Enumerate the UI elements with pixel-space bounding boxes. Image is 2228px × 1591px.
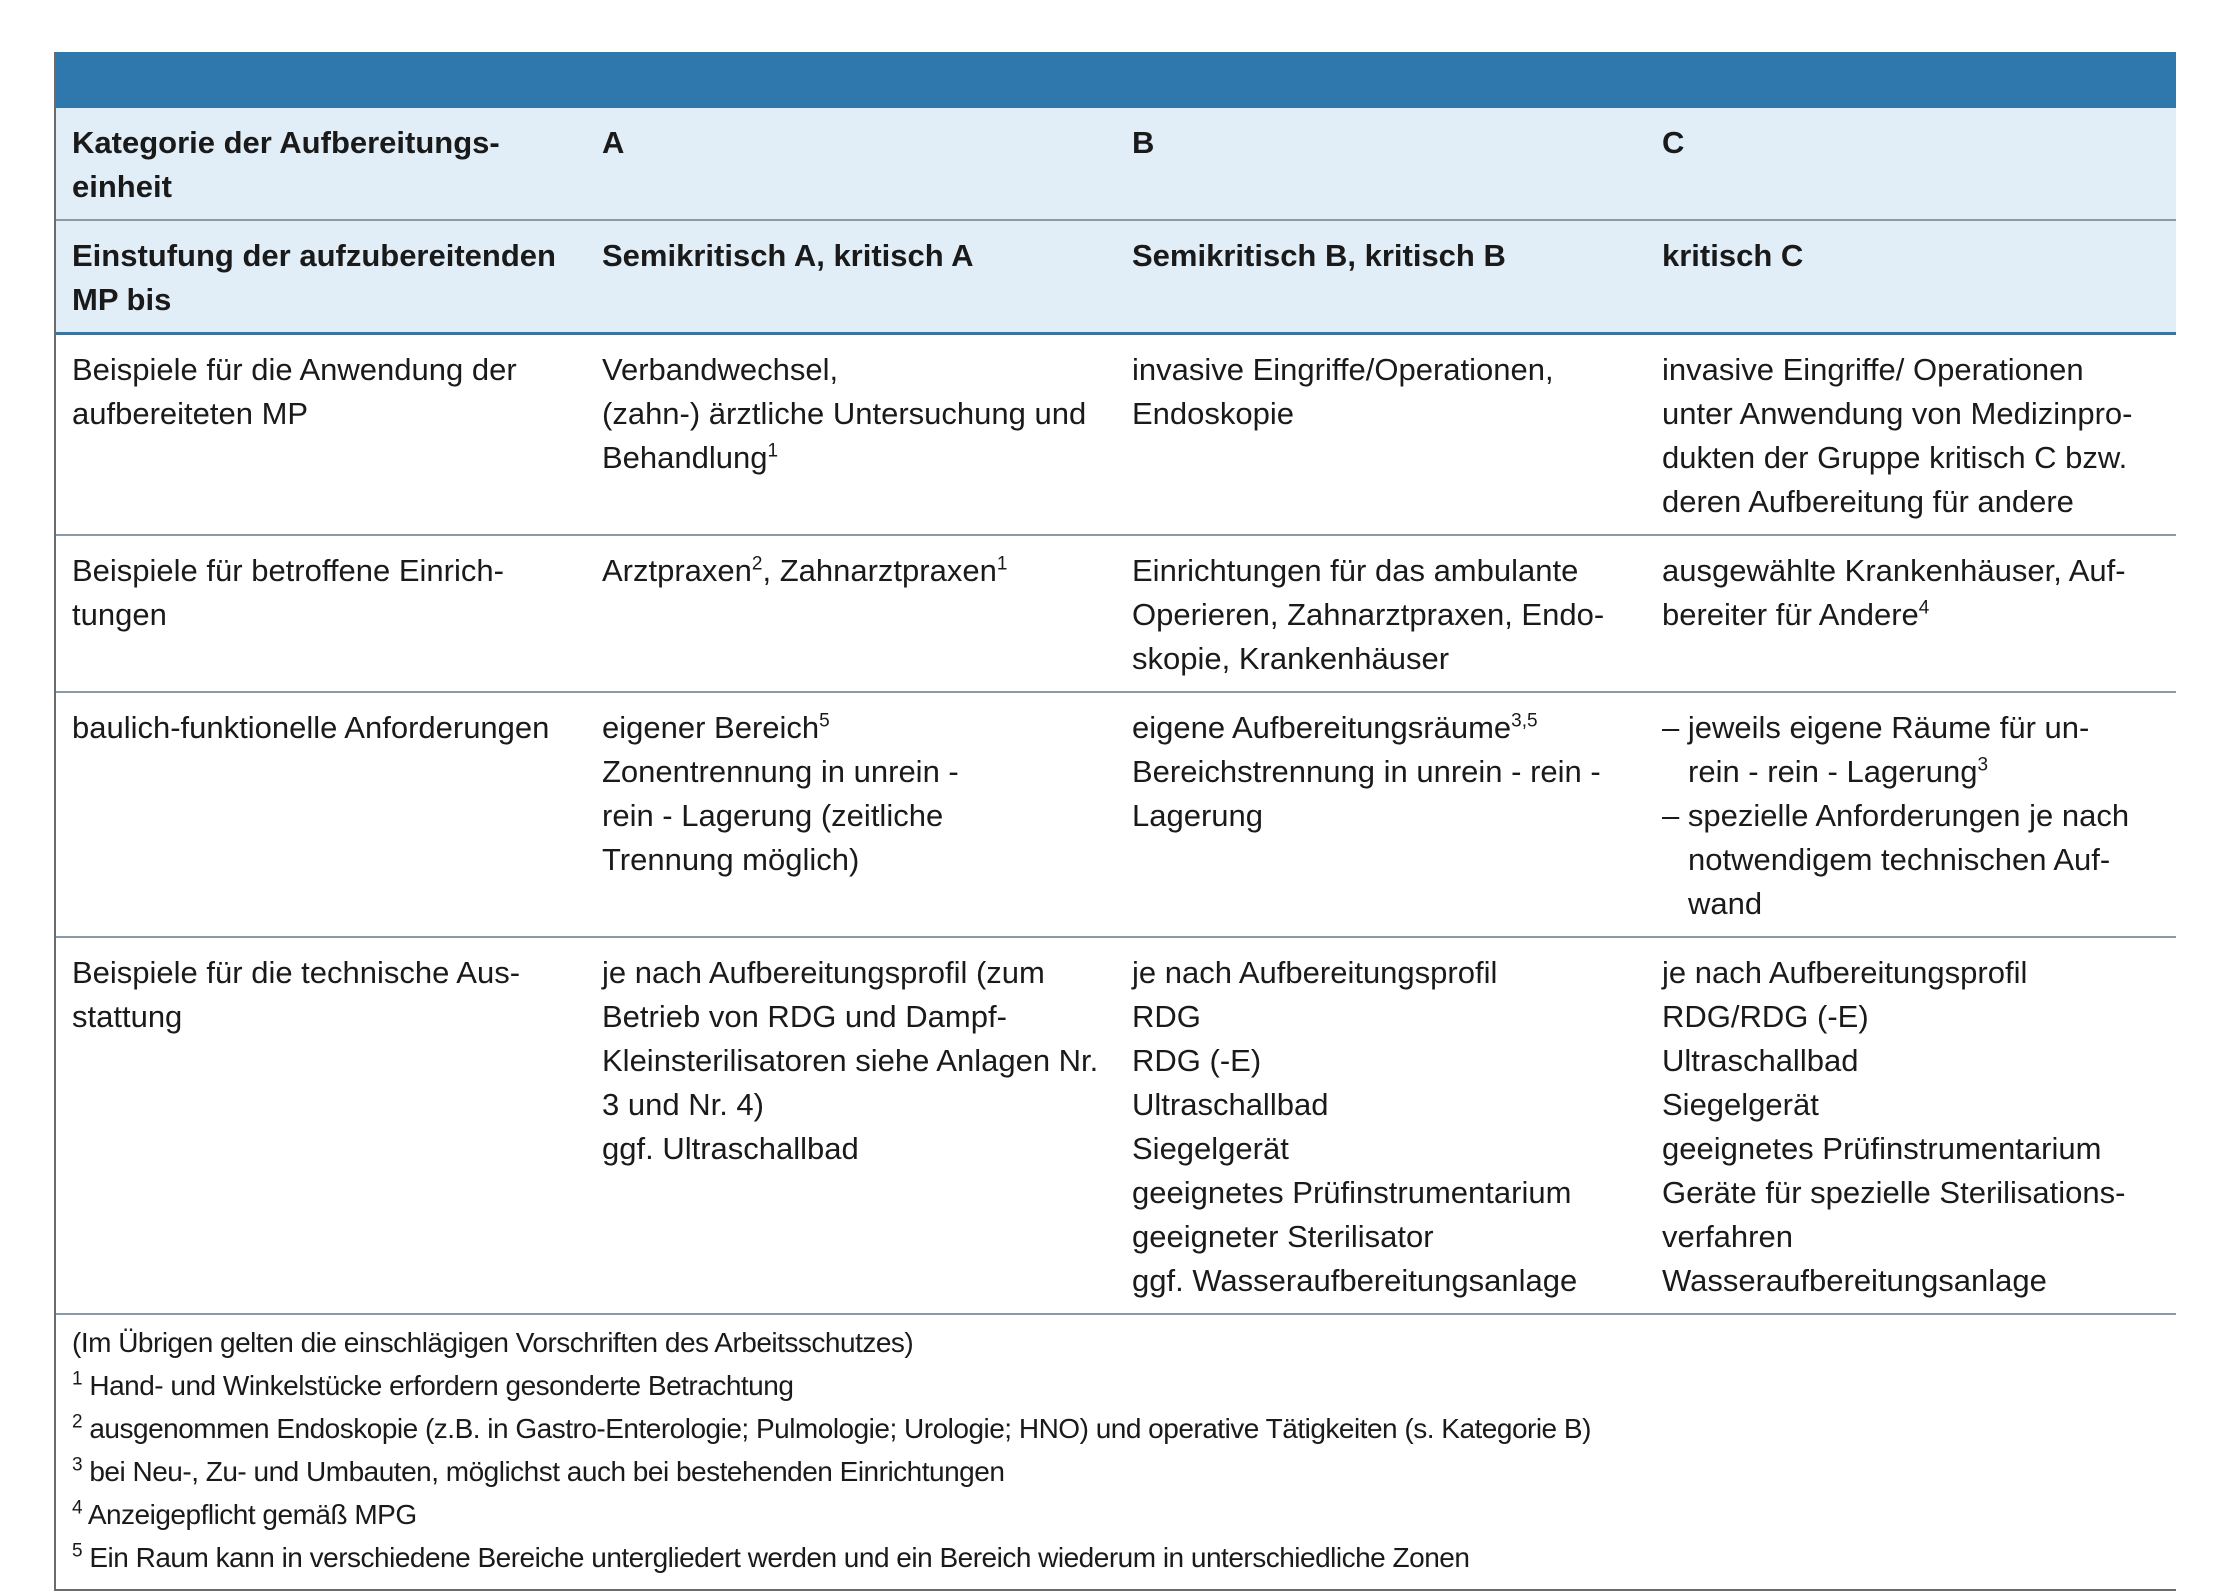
- cell-line: [602, 436, 1100, 480]
- cell-category-b: [1116, 938, 1646, 1313]
- table-row: [56, 938, 2176, 1315]
- cell-line: Einrichtungen für das ambulante: [1132, 553, 1579, 588]
- cell-line: Kleinsterilisatoren siehe Anlagen Nr.: [602, 1043, 1099, 1078]
- cell-category-b: [1116, 536, 1646, 691]
- cell-line: baulich-funktionelle Anforderungen: [72, 710, 550, 745]
- table-header-row: [56, 108, 2176, 221]
- cell-text: bereiter für Andere: [1662, 597, 1919, 632]
- footnote-marker: 2: [751, 553, 763, 575]
- table-body: [56, 108, 2176, 1315]
- table-header-row: [56, 221, 2176, 335]
- cell-line: rein - Lagerung (zeitliche: [602, 798, 944, 833]
- footnote: [72, 1321, 2160, 1364]
- cell-line: kritisch C: [1662, 238, 1804, 273]
- footnote-marker: 5: [819, 710, 830, 732]
- cell-category-b: [1116, 693, 1646, 936]
- cell-line: Beispiele für betroffene Einrich-: [72, 553, 504, 588]
- table-row: [56, 536, 2176, 693]
- cell-text: wand: [1688, 886, 1763, 921]
- cell-text: rein - rein - Lagerung: [1688, 754, 1978, 789]
- table-row: [56, 335, 2176, 536]
- cell-line: [1662, 838, 2160, 882]
- cell-line: invasive Eingriffe/Operationen,: [1132, 352, 1554, 387]
- cell-label: [56, 221, 586, 332]
- cell-line: Bereichstrennung in unrein - rein -: [1132, 754, 1601, 789]
- cell-category-a: [586, 221, 1116, 332]
- footnote-number: 4: [72, 1497, 83, 1519]
- cell-line: Lagerung: [1132, 798, 1264, 833]
- cell-text: Behandlung: [602, 440, 768, 475]
- cell-line: A: [602, 125, 625, 160]
- footnote: [72, 1536, 2160, 1579]
- cell-line: Semikritisch A, kritisch A: [602, 238, 974, 273]
- cell-line: [1662, 750, 2160, 794]
- cell-line: Ultraschallbad: [1132, 1087, 1329, 1122]
- cell-line: einheit: [72, 169, 172, 204]
- reprocessing-category-table: [54, 52, 2176, 1591]
- cell-line: [1662, 593, 2160, 637]
- cell-line: RDG: [1132, 999, 1201, 1034]
- cell-line: Kategorie der Aufbereitungs-: [72, 125, 500, 160]
- cell-label: [56, 536, 586, 691]
- cell-line: [602, 706, 1100, 750]
- cell-line: – jeweils eigene Räume für un-: [1662, 710, 2090, 745]
- cell-line: (zahn-) ärztliche Untersuchung und: [602, 396, 1087, 431]
- cell-text: eigene Aufbereitungsräume: [1132, 710, 1512, 745]
- cell-line: MP bis: [72, 282, 172, 317]
- table-header-bar: [56, 52, 2176, 108]
- cell-line: Einstufung der aufzubereitenden: [72, 238, 556, 273]
- footnote-number: 2: [72, 1411, 83, 1433]
- cell-line: Ultraschallbad: [1662, 1043, 1859, 1078]
- cell-line: geeignetes Prüfinstrumentarium: [1132, 1175, 1572, 1210]
- footnote-number: 3: [72, 1454, 83, 1476]
- cell-line: je nach Aufbereitungsprofil: [1662, 955, 2028, 990]
- footnote-text: Ein Raum kann in verschiedene Bereiche untergliedert werden und ein Bereich wiederum in unterschiedliche Zonen: [82, 1542, 1470, 1573]
- cell-line: Operieren, Zahnarztpraxen, Endo-: [1132, 597, 1605, 632]
- cell-line: Siegelgerät: [1662, 1087, 1819, 1122]
- cell-line: stattung: [72, 999, 183, 1034]
- cell-line: Zonentrennung in unrein -: [602, 754, 959, 789]
- footnote-marker: 3,5: [1511, 710, 1538, 732]
- cell-category-b: [1116, 335, 1646, 534]
- cell-line: ausgewählte Krankenhäuser, Auf-: [1662, 553, 2126, 588]
- cell-line: tungen: [72, 597, 167, 632]
- cell-label: [56, 108, 586, 219]
- cell-label: [56, 335, 586, 534]
- footnote-text: Hand- und Winkelstücke erfordern gesonderte Betrachtung: [82, 1370, 794, 1401]
- footnote: [72, 1493, 2160, 1536]
- cell-category-c: [1646, 108, 2176, 219]
- cell-line: verfahren: [1662, 1219, 1793, 1254]
- cell-label: [56, 938, 586, 1313]
- cell-category-c: [1646, 221, 2176, 332]
- cell-line: Beispiele für die Anwendung der: [72, 352, 517, 387]
- cell-line: Trennung möglich): [602, 842, 860, 877]
- cell-line: aufbereiteten MP: [72, 396, 309, 431]
- cell-line: je nach Aufbereitungsprofil: [1132, 955, 1498, 990]
- cell-line: B: [1132, 125, 1155, 160]
- footnote: [72, 1364, 2160, 1407]
- cell-line: je nach Aufbereitungsprofil (zum: [602, 955, 1045, 990]
- footnote-text: (Im Übrigen gelten die einschlägigen Vorschriften des Arbeitsschutzes): [72, 1327, 914, 1358]
- cell-text: eigener Bereich: [602, 710, 820, 745]
- cell-line: Betrieb von RDG und Dampf-: [602, 999, 1007, 1034]
- cell-category-a: [586, 108, 1116, 219]
- cell-text: , Zahnarztpraxen: [762, 553, 997, 588]
- footnote: [72, 1407, 2160, 1450]
- cell-line: invasive Eingriffe/ Operationen: [1662, 352, 2084, 387]
- footnote-text: Anzeigepflicht gemäß MPG: [82, 1499, 417, 1530]
- cell-category-b: [1116, 108, 1646, 219]
- cell-text: Arztpraxen: [602, 553, 752, 588]
- cell-line: deren Aufbereitung für andere: [1662, 484, 2074, 519]
- cell-category-c: [1646, 536, 2176, 691]
- footnote: [72, 1450, 2160, 1493]
- cell-line: Verbandwechsel,: [602, 352, 839, 387]
- footnote-number: 1: [72, 1368, 83, 1390]
- cell-line: [1132, 706, 1630, 750]
- footnote-marker: 3: [1977, 754, 1989, 776]
- cell-line: geeigneter Sterilisator: [1132, 1219, 1434, 1254]
- cell-category-a: [586, 335, 1116, 534]
- cell-line: RDG (-E): [1132, 1043, 1262, 1078]
- cell-category-b: [1116, 221, 1646, 332]
- footnote-marker: 1: [767, 440, 779, 462]
- cell-line: Wasseraufbereitungsanlage: [1662, 1263, 2047, 1298]
- footnote-marker: 4: [1918, 597, 1930, 619]
- cell-line: dukten der Gruppe kritisch C bzw.: [1662, 440, 2128, 475]
- footnotes: [56, 1315, 2176, 1591]
- cell-text: notwendigem technischen Auf-: [1688, 842, 2111, 877]
- cell-line: Endoskopie: [1132, 396, 1295, 431]
- cell-category-a: [586, 938, 1116, 1313]
- cell-category-c: [1646, 335, 2176, 534]
- footnote-marker: 1: [996, 553, 1008, 575]
- footnote-text: bei Neu-, Zu- und Umbauten, möglichst auch bei bestehenden Einrichtungen: [82, 1456, 1005, 1487]
- cell-line: RDG/RDG (-E): [1662, 999, 1869, 1034]
- cell-line: Beispiele für die technische Aus-: [72, 955, 521, 990]
- footnote-number: 5: [72, 1540, 83, 1562]
- cell-label: [56, 693, 586, 936]
- cell-line: Geräte für spezielle Sterilisations-: [1662, 1175, 2126, 1210]
- cell-line: Semikritisch B, kritisch B: [1132, 238, 1506, 273]
- cell-line: – spezielle Anforderungen je nach: [1662, 798, 2130, 833]
- cell-category-a: [586, 536, 1116, 691]
- cell-line: ggf. Ultraschallbad: [602, 1131, 859, 1166]
- cell-line: [602, 549, 1100, 593]
- cell-line: skopie, Krankenhäuser: [1132, 641, 1450, 676]
- cell-line: C: [1662, 125, 1685, 160]
- table-row: [56, 693, 2176, 938]
- cell-line: unter Anwendung von Medizinpro-: [1662, 396, 2133, 431]
- cell-line: ggf. Wasseraufbereitungsanlage: [1132, 1263, 1578, 1298]
- cell-line: 3 und Nr. 4): [602, 1087, 764, 1122]
- cell-line: [1662, 882, 2160, 926]
- cell-line: geeignetes Prüfinstrumentarium: [1662, 1131, 2102, 1166]
- cell-category-c: [1646, 693, 2176, 936]
- cell-line: Siegelgerät: [1132, 1131, 1289, 1166]
- cell-category-a: [586, 693, 1116, 936]
- cell-category-c: [1646, 938, 2176, 1313]
- footnote-text: ausgenommen Endoskopie (z.B. in Gastro-Enterologie; Pulmologie; Urologie; HNO) und operative Tätigkeiten (s. Kategorie B): [82, 1413, 1591, 1444]
